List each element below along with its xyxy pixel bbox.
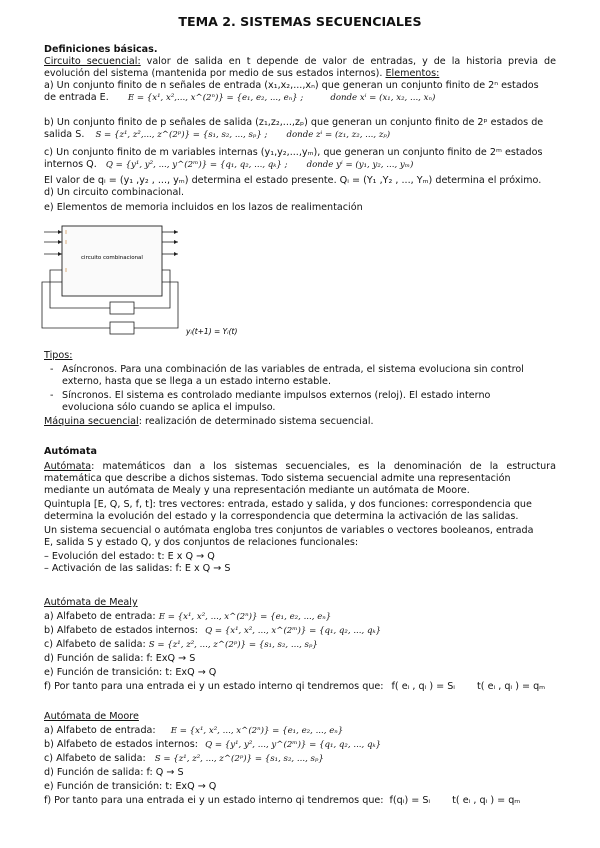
mealy-heading: Autómata de Mealy xyxy=(44,597,138,608)
formula: donde xⁱ = (x₁, x₂, ..., xₙ) xyxy=(330,93,436,103)
memory-element xyxy=(110,322,134,334)
list-item: b) Alfabeto de estados internos: Q = {y¹, y², ..., y^(2ᵐ)} = {q₁, q₂, ..., qₖ} xyxy=(44,739,382,750)
document-page: TEMA 2. SISTEMAS SECUENCIALES Definiciones básicas. Circuito secuencial: valor de salida en t depende de valor de entradas, y de la historia previa de evolución del sistema (mantenida por medio de sus estados internos). Elementos: a) Un conjunto finito de n señales de entrada (x₁,x₂,...,xₙ) que generan un conjunto finito de 2ⁿ estados de entrada E. E = {x¹, x²,..., x^(2ⁿ)} = {e₁, e₂, ..., eₙ} ; donde xⁱ = (x₁, x₂, ..., xₙ) b) Un conjunto finito de p señales de salida (z₁,z₂,...,zₚ) que generan un conjunto finito de 2ᵖ estados de salida S. S = {z¹, z²,..., z^(2ᵖ)} = {s₁, s₂, ..., sₚ} ; donde zⁱ = (z₁, z₂, ..., zₚ) c) Un conjunto finito de m variables internas (y₁,y₂,...,yₘ), que generan un conjunto finito de 2ᵐ estados internos Q. Q = {y¹, y², ..., y^(2ᵐ)} = {q₁, q₂, ..., qₖ} ; donde yⁱ = (y₁, y₂, ..., yₘ) El valor de qᵢ = (y₁ ,y₂ , ..., yₘ) determina el estado presente. Qᵢ = (Y₁ ,Y₂ , ..., Yₘ) determina el próximo. d) Un circuito combinacional. e) Elementos de memoria incluidos en los lazos de realimentación circuito combinacional yᵢ(t+1) = Yᵢ(t) Tipos: - Asíncronos. Para una combinación de las variables de entrada, el sistema evoluciona sin control externo, hasta que se llega a un estado interno estable. - Síncronos. El sistema es controlado mediante impulsos externos (reloj). El estado interno evoluciona sólo cuando se aplica el impulso. Máquina secuencial: realización de determinado sistema secuencial. Autómata Autómata: matemáticos dan a los sistemas secuenciales, es la denominación de la estructura matemática que describe a dichos sistemas. Todo sistema secuencial admite una representación mediante un autómata de Mealy y una representación mediante un autómata de Moore. Quintupla [E, Q, S, f, t]: tres vectores: entrada, estado y salida, y dos funciones: correspondencia que determina la evolución del estado y la correspondencia que determina la activación de las salidas. Un sistema secuencial o autómata engloba tres conjuntos de variables o vectores booleanos, entrada E, salida S y estado Q, y dos conjuntos de relaciones funcionales: – Evolución del estado: t: E x Q → Q – Activación de las salidas: f: E x Q → S Autómata de Mealy a) Alfabeto de entrada: E = {x¹, x², ..., x^(2ⁿ)} = {e₁, e₂, ..., eₙ} b) Alfabeto de estados internos: Q = {x¹, x², ..., x^(2ᵐ)} = {q₁, q₂, ..., qₖ} c) Alfabeto de salida: S = {z¹, z², ..., z^(2ᵖ)} = {s₁, s₂, ..., sₚ} d) Función de salida: f: ExQ → S e) Función de transición: t: ExQ → Q f) Por tanto para una entrada ei y un estado interno qi tendremos que: f( eᵢ , qᵢ ) = Sᵢ t( eᵢ , qᵢ ) = qₘ Autómata de Moore a) Alfabeto de entrada: E = {x¹, x², ..., x^(2ⁿ)} = {e₁, e₂, ..., eₙ} b) Alfabeto de estados internos: Q = {y¹, y², ..., y^(2ᵐ)} = {q₁, q₂, ..., qₖ} c) Alfabeto de salida: S = {z¹, z², ..., z^(2ᵖ)} = {s₁, s₂, ..., sₚ} d) Función de salida: f: Q → S e) Función de transición: t: ExQ → Q f) Por tanto para una entrada ei y un estado interno qi tendremos que: f(qᵢ) = Sᵢ t( eᵢ , qᵢ ) = qₘ xyxy=(0,0,600,848)
formula: donde zⁱ = (z₁, z₂, ..., zₚ) xyxy=(286,130,391,140)
list-item: b) Alfabeto de estados internos: Q = {x¹, x², ..., x^(2ᵐ)} = {q₁, q₂, ..., qₖ} xyxy=(44,625,382,636)
paragraph-line: evolución del sistema (mantenida por medio de sus estados internos). Elementos: xyxy=(44,68,440,79)
sequential-circuit-diagram xyxy=(36,216,276,344)
list-item: c) Alfabeto de salida: S = {z¹, z², ..., z^(2ᵖ)} = {s₁, s₂, ..., sₚ} xyxy=(44,639,318,650)
list-item: Asíncronos. Para una combinación de las variables de entrada, el sistema evoluciona sin control xyxy=(62,364,524,375)
formula: donde yⁱ = (y₁, y₂, ..., yₘ) xyxy=(306,160,414,170)
moore-heading: Autómata de Moore xyxy=(44,711,139,722)
paragraph-line: salida S. S = {z¹, z²,..., z^(2ᵖ)} = {s₁, s₂, ..., sₚ} ; donde zⁱ = (z₁, z₂, ..., zₚ) xyxy=(44,129,391,140)
paragraph-line: internos Q. Q = {y¹, y², ..., y^(2ᵐ)} = {q₁, q₂, ..., qₖ} ; donde yⁱ = (y₁, y₂, ..., yₘ) xyxy=(44,159,414,170)
formula: f( eᵢ , qᵢ ) = Sᵢ xyxy=(391,681,456,692)
page-title: TEMA 2. SISTEMAS SECUENCIALES xyxy=(178,14,422,29)
paragraph-line: Máquina secuencial: realización de determinado sistema secuencial. xyxy=(44,416,374,427)
formula: S = {z¹, z², ..., z^(2ᵖ)} = {s₁, s₂, ..., sₚ} xyxy=(148,640,318,650)
list-item: e) Función de transición: t: ExQ → Q xyxy=(44,667,217,678)
formula: E = {x¹, x², ..., x^(2ⁿ)} = {e₁, e₂, ..., eₙ} xyxy=(158,612,332,622)
list-item: e) Función de transición: t: ExQ → Q xyxy=(44,781,217,792)
list-item: Síncronos. El sistema es controlado mediante impulsos externos (reloj). El estado interno xyxy=(62,390,491,401)
diagram-caption: yᵢ(t+1) = Yᵢ(t) xyxy=(186,327,238,336)
paragraph-line: El valor de qᵢ = (y₁ ,y₂ , ..., yₘ) determina el estado presente. Qᵢ = (Y₁ ,Y₂ , ..., Yₘ) determina el próximo. xyxy=(44,175,542,186)
combinational-block-label: circuito combinacional xyxy=(81,255,143,261)
paragraph-line: Autómata: matemáticos dan a los sistemas secuenciales, es la denominación de la estructura xyxy=(44,461,556,472)
formula: S = {z¹, z², ..., z^(2ᵖ)} = {s₁, s₂, ..., sₚ} xyxy=(154,754,324,764)
tipos-heading: Tipos: xyxy=(44,350,73,361)
list-item: c) Alfabeto de salida: S = {z¹, z², ..., z^(2ᵖ)} = {s₁, s₂, ..., sₚ} xyxy=(44,753,324,764)
combinational-block xyxy=(62,226,162,296)
paragraph-line: Un sistema secuencial o autómata engloba tres conjuntos de variables o vectores booleanos, entrada xyxy=(44,525,534,536)
memory-element xyxy=(110,302,134,314)
list-item: externo, hasta que se llega a un estado interno estable. xyxy=(62,376,331,387)
formula: t( eᵢ , qᵢ ) = qₘ xyxy=(477,681,546,692)
list-item: f) Por tanto para una entrada ei y un estado interno qi tendremos que: f( eᵢ , qᵢ ) = Sᵢ t( eᵢ , qᵢ ) = qₘ xyxy=(44,681,546,692)
paragraph-line: a) Un conjunto finito de n señales de entrada (x₁,x₂,...,xₙ) que generan un conjunto finito de 2ⁿ estados xyxy=(44,80,539,91)
paragraph-line: – Activación de las salidas: f: E x Q → S xyxy=(44,563,231,574)
paragraph-line: b) Un conjunto finito de p señales de salida (z₁,z₂,...,zₚ) que generan un conjunto finito de 2ᵖ estados de xyxy=(44,117,544,128)
formula: Q = {y¹, y², ..., y^(2ᵐ)} = {q₁, q₂, ..., qₖ} ; xyxy=(105,160,288,170)
formula: E = {x¹, x², ..., x^(2ⁿ)} = {e₁, e₂, ..., eₙ} xyxy=(170,726,344,736)
paragraph-line: d) Un circuito combinacional. xyxy=(44,187,185,198)
paragraph-line: matemática que describe a dichos sistemas. Todo sistema secuencial admite una representación xyxy=(44,473,511,484)
paragraph-line: de entrada E. E = {x¹, x²,..., x^(2ⁿ)} = {e₁, e₂, ..., eₙ} ; donde xⁱ = (x₁, x₂, ..., xₙ) xyxy=(44,92,436,103)
paragraph-line: e) Elementos de memoria incluidos en los lazos de realimentación xyxy=(44,202,363,213)
list-item: d) Función de salida: f: Q → S xyxy=(44,767,184,778)
list-item: d) Función de salida: f: ExQ → S xyxy=(44,653,196,664)
list-item: f) Por tanto para una entrada ei y un estado interno qi tendremos que: f(qᵢ) = Sᵢ t( eᵢ , qᵢ ) = qₘ xyxy=(44,795,521,806)
formula: Q = {y¹, y², ..., y^(2ᵐ)} = {q₁, q₂, ..., qₖ} xyxy=(205,740,382,750)
paragraph-line: Quintupla [E, Q, S, f, t]: tres vectores: entrada, estado y salida, y dos funciones: correspondencia que xyxy=(44,499,532,510)
paragraph-line: mediante un autómata de Mealy y una representación mediante un autómata de Moore. xyxy=(44,485,470,496)
bullet-dash: - xyxy=(50,364,54,375)
paragraph-line: – Evolución del estado: t: E x Q → Q xyxy=(44,551,215,562)
list-item: a) Alfabeto de entrada: E = {x¹, x², ..., x^(2ⁿ)} = {e₁, e₂, ..., eₙ} xyxy=(44,725,344,736)
list-item: evoluciona sólo cuando se aplica el impulso. xyxy=(62,402,276,413)
formula: f(qᵢ) = Sᵢ xyxy=(389,795,431,806)
paragraph-line: E, salida S y estado Q, y dos conjuntos de relaciones funcionales: xyxy=(44,537,359,548)
paragraph-line: Circuito secuencial: valor de salida en t depende de valor de entradas, y de la historia previa de xyxy=(44,56,556,67)
formula: E = {x¹, x²,..., x^(2ⁿ)} = {e₁, e₂, ..., eₙ} ; xyxy=(127,93,304,103)
formula: t( eᵢ , qᵢ ) = qₘ xyxy=(452,795,521,806)
section-heading-automata: Autómata xyxy=(44,446,97,457)
bullet-dash: - xyxy=(50,390,54,401)
formula: S = {z¹, z²,..., z^(2ᵖ)} = {s₁, s₂, ..., sₚ} ; xyxy=(95,130,268,140)
paragraph-line: c) Un conjunto finito de m variables internas (y₁,y₂,...,yₘ), que generan un conjunto finito de 2ᵐ estados xyxy=(44,147,543,158)
list-item: a) Alfabeto de entrada: E = {x¹, x², ..., x^(2ⁿ)} = {e₁, e₂, ..., eₙ} xyxy=(44,611,332,622)
section-heading-definiciones: Definiciones básicas xyxy=(44,44,154,55)
formula: Q = {x¹, x², ..., x^(2ᵐ)} = {q₁, q₂, ..., qₖ} xyxy=(205,626,382,636)
paragraph-line: determina la evolución del estado y la correspondencia que determina la activación de las salidas. xyxy=(44,511,519,522)
